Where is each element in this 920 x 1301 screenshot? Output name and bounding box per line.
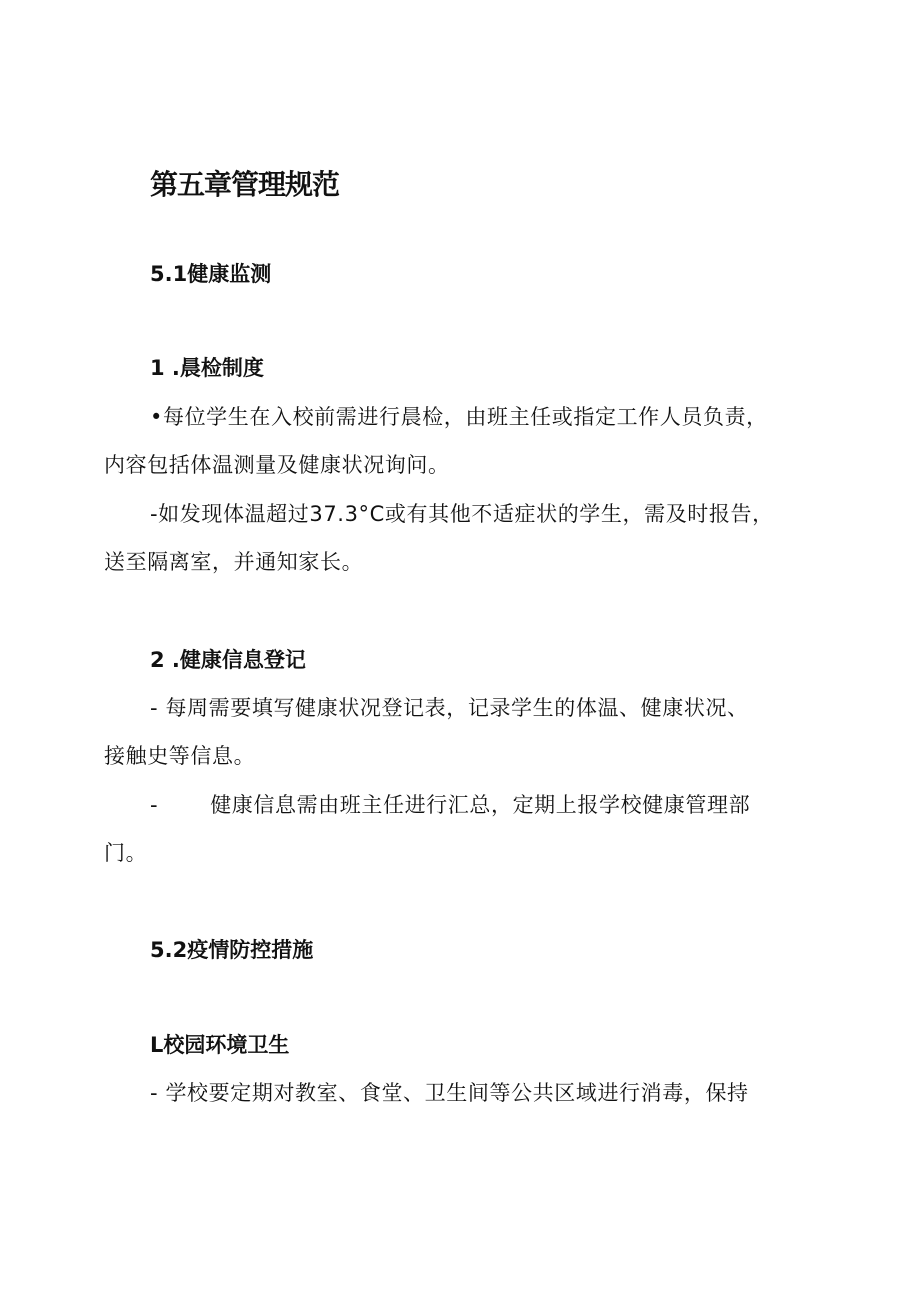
paragraph-line xyxy=(150,795,750,816)
paragraph-line: 接触史等信息。 xyxy=(104,744,256,768)
subsection-heading-morning-check: 1 .晨检制度 xyxy=(150,356,264,380)
paragraph-line: -如发现体温超过37.3°C或有其他不适症状的学生，需及时报告， xyxy=(150,502,774,526)
paragraph-line: 门。 xyxy=(104,841,148,865)
paragraph-line: 内容包括体温测量及健康状况询问。 xyxy=(104,453,450,477)
paragraph-line: •每位学生在入校前需进行晨检，由班主任或指定工作人员负责， xyxy=(150,405,768,429)
chapter-title: 第五章管理规范 xyxy=(150,168,340,201)
subsection-heading-campus-hygiene: L校园环境卫生 xyxy=(150,1033,290,1057)
section-heading-5-1: 5.1健康监测 xyxy=(150,262,272,286)
paragraph-text: 健康信息需由班主任进行汇总，定期上报学校健康管理部 xyxy=(210,793,751,817)
section-heading-5-2: 5.2疫情防控措施 xyxy=(150,938,314,962)
paragraph-line: 送至隔离室，并通知家长。 xyxy=(104,550,364,574)
paragraph-line: - 学校要定期对教室、食堂、卫生间等公共区域进行消毒，保持 xyxy=(150,1081,749,1105)
subsection-heading-health-info: 2 .健康信息登记 xyxy=(150,648,306,672)
dash-marker: - xyxy=(150,793,159,817)
paragraph-line: - 每周需要填写健康状况登记表，记录学生的体温、健康状况、 xyxy=(150,696,749,720)
